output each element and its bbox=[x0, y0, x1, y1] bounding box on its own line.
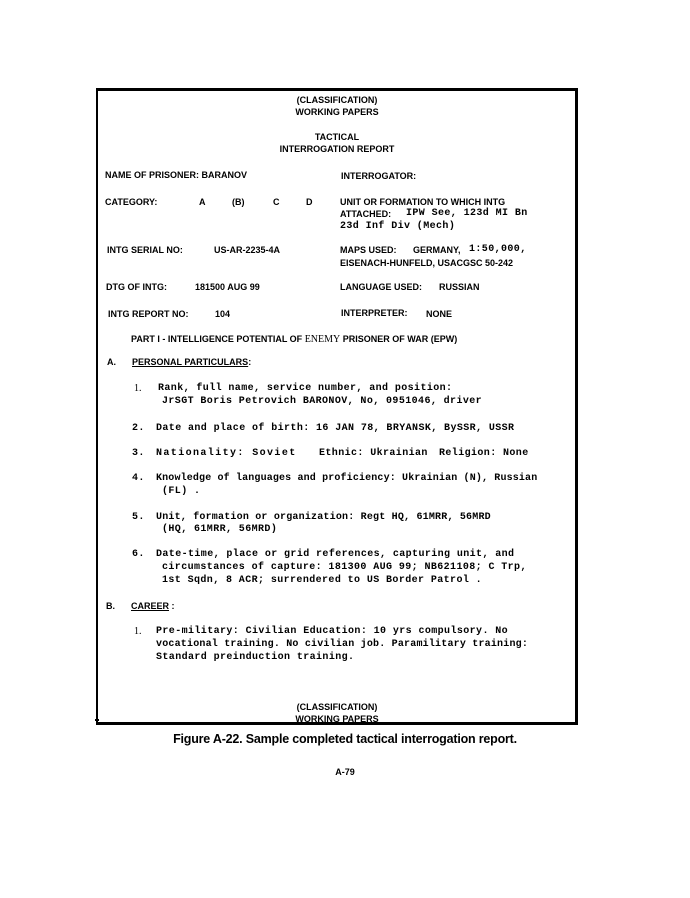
career-1-line1: Pre-military: Civilian Education: 10 yrs compulsory. No bbox=[156, 626, 509, 637]
maps-used-value-1: GERMANY, bbox=[413, 245, 461, 255]
figure-caption: Figure A-22. Sample completed tactical interrogation report. bbox=[173, 732, 517, 746]
dtg-label: DTG OF INTG: bbox=[106, 282, 167, 292]
category-option-b: (B) bbox=[232, 197, 245, 207]
category-option-a: A bbox=[199, 197, 206, 207]
part-one-heading bbox=[131, 333, 457, 346]
section-b-letter: B. bbox=[106, 601, 115, 611]
unit-label: UNIT OR FORMATION TO WHICH INTG bbox=[340, 197, 506, 207]
career-1-number: 1. bbox=[134, 626, 142, 637]
report-no-label: INTG REPORT NO: bbox=[108, 309, 189, 319]
item-1-line1: Rank, full name, service number, and position: bbox=[158, 383, 453, 394]
item-4-number: 4. bbox=[132, 473, 145, 484]
item-6-number: 6. bbox=[132, 549, 145, 560]
item-1-number: 1. bbox=[134, 383, 142, 394]
category-label: CATEGORY: bbox=[105, 197, 158, 207]
item-4-line2: (FL) . bbox=[162, 486, 201, 497]
item-3-ethnic: Ethnic: Ukrainian bbox=[319, 448, 428, 459]
item-6-line1: Date-time, place or grid references, capturing unit, and bbox=[156, 549, 515, 560]
header-classification: (CLASSIFICATION) bbox=[296, 95, 378, 105]
item-2-line1: Date and place of birth: 16 JAN 78, BRYANSK, BySSR, USSR bbox=[156, 423, 515, 434]
interpreter-value: NONE bbox=[426, 309, 453, 319]
interpreter-label: INTERPRETER: bbox=[341, 308, 408, 318]
maps-used-value-2: 1:50,000, bbox=[469, 244, 527, 255]
item-5-number: 5. bbox=[132, 512, 145, 523]
category-option-d: D bbox=[306, 197, 313, 207]
report-title-line2: INTERROGATION REPORT bbox=[279, 144, 395, 154]
category-option-c: C bbox=[273, 197, 280, 207]
section-b-colon: : bbox=[169, 601, 175, 611]
interrogator-label: INTERROGATOR: bbox=[341, 171, 417, 181]
language-value: RUSSIAN bbox=[439, 282, 480, 292]
career-1-line2: vocational training. No civilian job. Paramilitary training: bbox=[156, 639, 529, 650]
section-a-title: PERSONAL PARTICULARS bbox=[132, 357, 249, 367]
report-title-line1: TACTICAL bbox=[314, 132, 360, 142]
item-5-line1: Unit, formation or organization: Regt HQ, 61MRR, 56MRD bbox=[156, 512, 491, 523]
section-b-heading bbox=[131, 600, 175, 612]
attached-value-2: 23d Inf Div (Mech) bbox=[340, 221, 456, 232]
item-6-line3: 1st Sqdn, 8 ACR; surrendered to US Border Patrol . bbox=[162, 575, 483, 586]
maps-used-label: MAPS USED: bbox=[340, 245, 397, 255]
item-3-nationality: Nationality: Soviet bbox=[156, 448, 297, 459]
item-5-line2: (HQ, 61MRR, 56MRD) bbox=[162, 524, 278, 535]
section-a-heading bbox=[132, 356, 251, 368]
footer-classification: (CLASSIFICATION) bbox=[296, 702, 378, 712]
part-one-enemy: ENEMY bbox=[304, 334, 341, 345]
item-4-line1: Knowledge of languages and proficiency: Ukrainian (N), Russian bbox=[156, 473, 538, 484]
section-b-title: CAREER bbox=[131, 601, 170, 611]
item-1-line2: JrSGT Boris Petrovich BARONOV, No, 0951046, driver bbox=[162, 396, 483, 407]
intg-serial-label: INTG SERIAL NO: bbox=[107, 245, 183, 255]
footer-working-papers: WORKING PAPERS bbox=[295, 714, 379, 724]
career-1-line3: Standard preinduction training. bbox=[156, 652, 355, 663]
intg-serial-value: US-AR-2235-4A bbox=[214, 245, 281, 255]
item-6-line2: circumstances of capture: 181300 AUG 99; NB621108; C Trp, bbox=[162, 562, 527, 573]
dtg-value: 181500 AUG 99 bbox=[195, 282, 260, 292]
item-3-number: 3. bbox=[132, 448, 145, 459]
item-2-number: 2. bbox=[132, 423, 145, 434]
language-label: LANGUAGE USED: bbox=[340, 282, 423, 292]
page-number: A-79 bbox=[335, 767, 355, 777]
maps-used-value-3: EISENACH-HUNFELD, USACGSC 50-242 bbox=[340, 258, 514, 268]
header-working-papers: WORKING PAPERS bbox=[295, 107, 379, 117]
attached-value-1: IPW See, 123d MI Bn bbox=[406, 208, 528, 219]
item-3-religion: Religion: None bbox=[439, 448, 529, 459]
attached-label: ATTACHED: bbox=[340, 209, 392, 219]
part-one-prefix: PART I - INTELLIGENCE POTENTIAL OF bbox=[131, 334, 303, 344]
name-of-prisoner: NAME OF PRISONER: BARANOV bbox=[105, 170, 248, 180]
part-one-suffix: PRISONER OF WAR (EPW) bbox=[342, 334, 458, 344]
section-a-colon: : bbox=[248, 357, 252, 367]
section-a-letter: A. bbox=[107, 357, 116, 367]
report-no-value: 104 bbox=[215, 309, 231, 319]
